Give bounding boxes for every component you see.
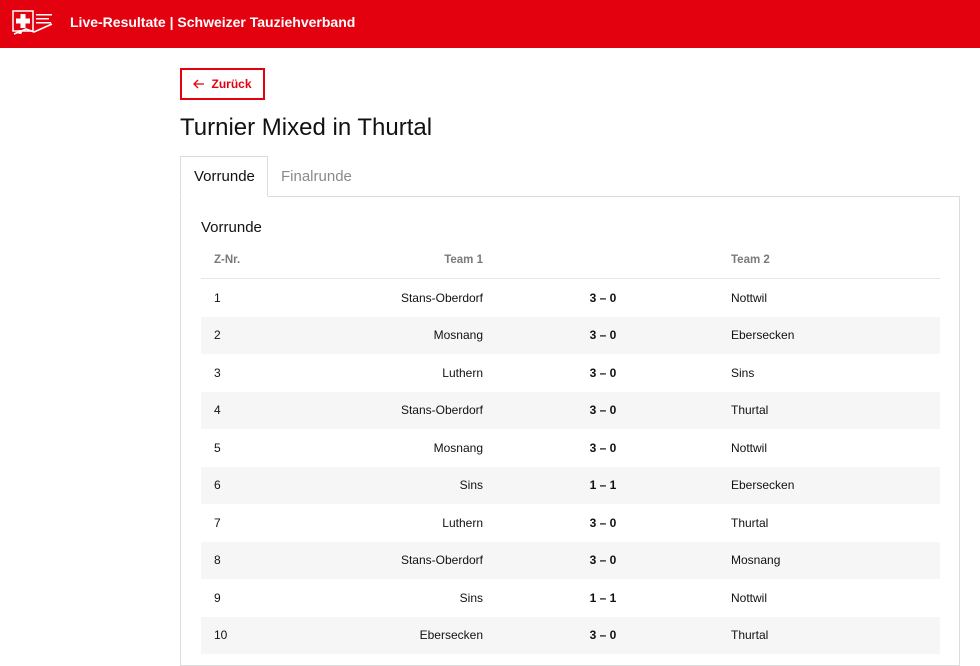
team2-name: Mosnang — [723, 542, 940, 580]
team2-name: Thurtal — [723, 617, 940, 655]
match-score: 3 – 0 — [589, 365, 617, 380]
team2-name: Ebersecken — [723, 467, 940, 505]
swiss-cross-tug-of-war-logo[interactable] — [12, 10, 60, 38]
match-score: 1 – 1 — [589, 590, 617, 605]
column-header-team2: Team 2 — [723, 241, 940, 279]
match-score: 3 – 0 — [483, 542, 723, 580]
team1-name: Luthern — [442, 365, 483, 380]
team2-name: Nottwil — [731, 290, 768, 305]
match-number: 9 — [214, 590, 221, 605]
table-row[interactable] — [201, 317, 940, 355]
table-row[interactable] — [201, 354, 940, 392]
arrow-left-icon — [193, 79, 205, 89]
tab-finalrunde[interactable]: Finalrunde — [281, 168, 352, 185]
team2-name: Sins — [731, 365, 755, 380]
table-row[interactable] — [201, 467, 940, 505]
column-header-team1: Team 1 — [301, 241, 483, 279]
match-number: 8 — [201, 542, 301, 580]
match-score: 3 – 0 — [483, 392, 723, 430]
table-row[interactable] — [201, 429, 940, 467]
team1-name: Stans-Oberdorf — [400, 290, 483, 305]
table-row[interactable] — [201, 579, 940, 617]
table-row[interactable] — [201, 542, 940, 580]
back-button[interactable] — [180, 68, 265, 100]
match-score: 3 – 0 — [589, 290, 617, 305]
team1-name: Sins — [301, 467, 483, 505]
match-number: 6 — [201, 467, 301, 505]
panel-title: Vorrunde — [201, 219, 262, 236]
results-panel — [180, 196, 960, 666]
team2-name: Ebersecken — [723, 317, 940, 355]
table-row[interactable] — [201, 617, 940, 655]
team1-name: Stans-Oberdorf — [301, 392, 483, 430]
team2-name: Nottwil — [731, 440, 768, 455]
match-number: 4 — [201, 392, 301, 430]
match-number: 7 — [214, 515, 221, 530]
table-row[interactable] — [201, 279, 940, 317]
team1-name: Stans-Oberdorf — [301, 542, 483, 580]
match-score: 3 – 0 — [483, 617, 723, 655]
team2-name: Thurtal — [723, 392, 940, 430]
tab-vorrunde[interactable]: Vorrunde — [180, 156, 268, 197]
top-navbar — [0, 0, 980, 48]
match-number: 2 — [201, 317, 301, 355]
team2-name: Nottwil — [731, 590, 768, 605]
column-header-nr: Z-Nr. — [201, 241, 301, 279]
page-title: Turnier Mixed in Thurtal — [180, 114, 433, 141]
column-header-score — [483, 241, 723, 279]
team1-name: Luthern — [442, 515, 483, 530]
match-score: 3 – 0 — [589, 440, 617, 455]
match-number: 1 — [214, 290, 221, 305]
table-header-row — [201, 241, 940, 279]
table-row[interactable] — [201, 504, 940, 542]
match-score: 3 – 0 — [483, 317, 723, 355]
back-button-label: Zurück — [211, 77, 252, 91]
team1-name: Sins — [459, 590, 483, 605]
table-row[interactable] — [201, 392, 940, 430]
match-score: 3 – 0 — [589, 515, 617, 530]
team1-name: Mosnang — [433, 440, 483, 455]
match-score: 1 – 1 — [483, 467, 723, 505]
site-title[interactable]: Live-Resultate | Schweizer Tauziehverband — [70, 14, 356, 30]
match-number: 5 — [214, 440, 221, 455]
team1-name: Ebersecken — [301, 617, 483, 655]
results-table — [201, 241, 940, 654]
team1-name: Mosnang — [301, 317, 483, 355]
match-number: 3 — [214, 365, 221, 380]
team2-name: Thurtal — [731, 515, 769, 530]
match-number: 10 — [201, 617, 301, 655]
